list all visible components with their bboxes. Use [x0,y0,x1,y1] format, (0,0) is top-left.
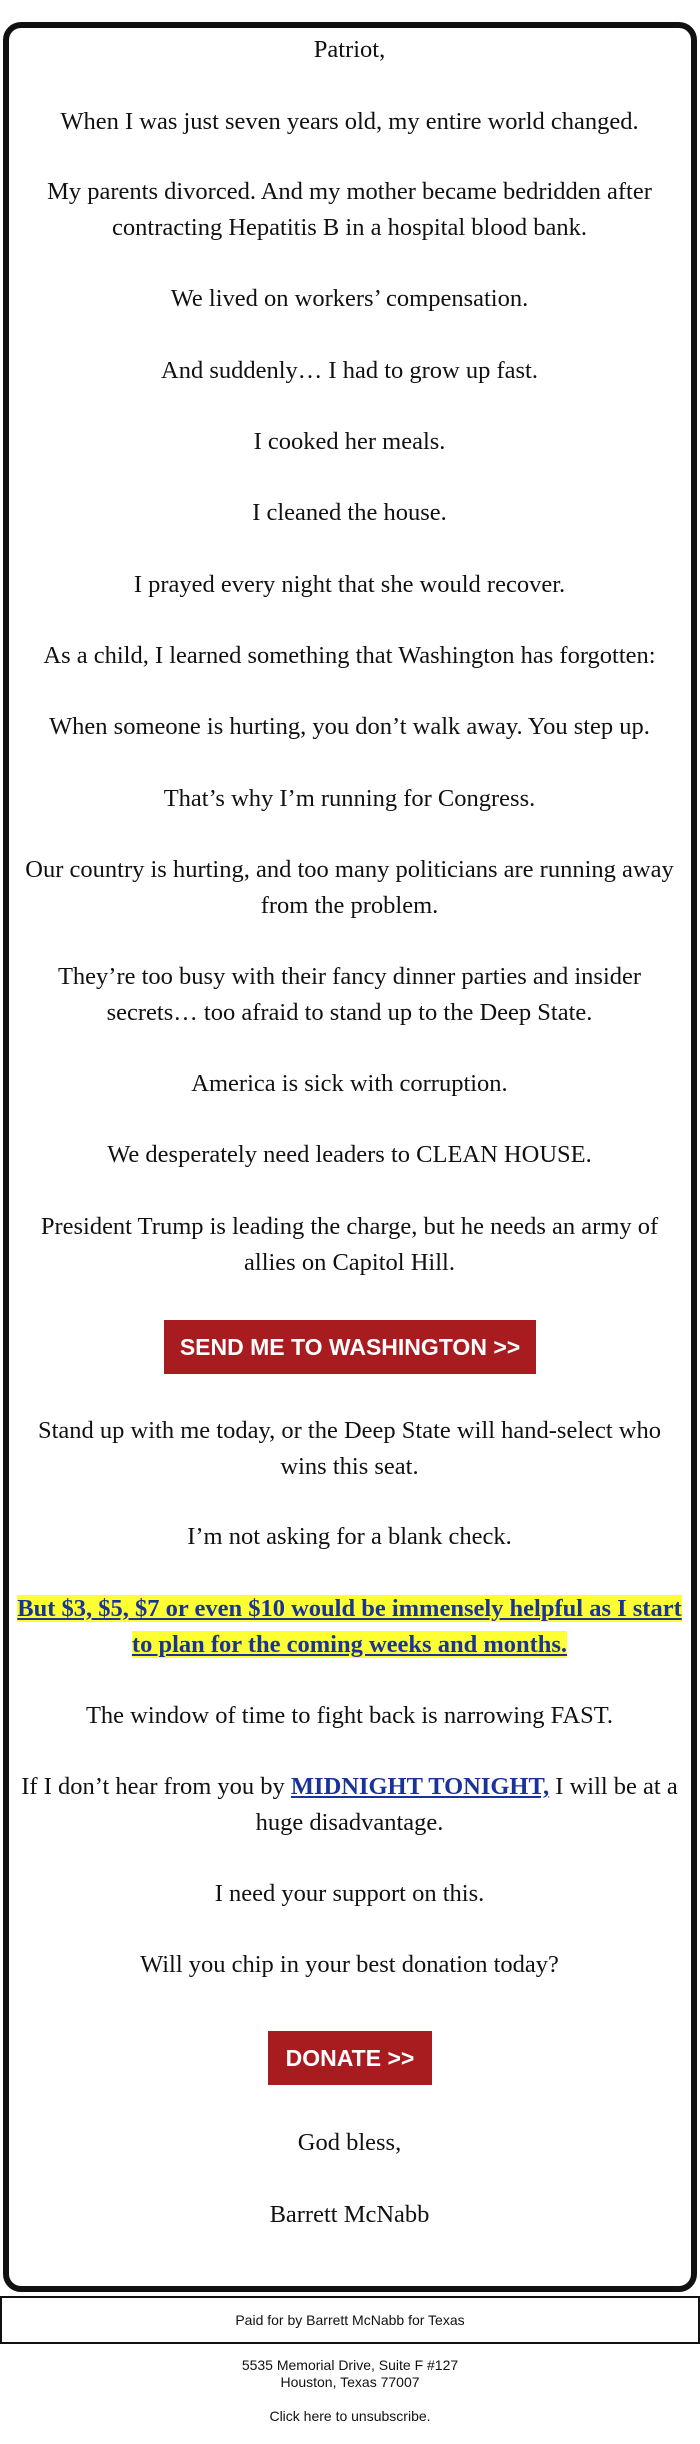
highlighted-donation-link[interactable]: But $3, $5, $7 or even $10 would be immensely helpful as I start to plan for the coming weeks and months. [17,1595,682,1658]
paragraph-17: I’m not asking for a blank check. [187,1523,512,1550]
paragraph-15: President Trump is leading the charge, but he needs an army of allies on Capitol Hill. [40,1213,659,1276]
paragraph-2: My parents divorced. And my mother became bedridden after contracting Hepatitis B in a hospital blood bank. [47,178,652,241]
address-line-1: 5535 Memorial Drive, Suite F #127 [241,2357,459,2373]
greeting: Patriot, [313,36,386,63]
deadline-text-before: If I don’t hear from you by [21,1773,291,1800]
paragraph-1: When I was just seven years old, my entire world changed. [60,108,639,135]
donate-button[interactable] [268,2031,432,2085]
paragraph-21: Will you chip in your best donation today? [140,1951,559,1978]
donation-ask[interactable] [17,1591,682,1663]
paragraph-16: Stand up with me today, or the Deep State will hand-select who wins this seat. [37,1417,661,1480]
signature: Barrett McNabb [269,2201,430,2228]
paragraph-4: And suddenly… I had to grow up fast. [161,357,538,384]
paragraph-19 [17,1769,682,1841]
paragraph-7: I prayed every night that she would recover. [133,571,566,598]
paragraph-11: Our country is hurting, and too many politicians are running away from the problem. [25,856,674,919]
paragraph-5: I cooked her meals. [253,428,446,455]
paragraph-9: When someone is hurting, you don’t walk away. You step up. [49,713,650,740]
paragraph-14: We desperately need leaders to CLEAN HOUSE. [107,1141,592,1168]
paragraph-12: They’re too busy with their fancy dinner parties and insider secrets… too afraid to stand up to the Deep State. [57,963,642,1026]
send-me-to-washington-button[interactable] [164,1320,536,1374]
send-button-label: SEND ME TO WASHINGTON >> [179,1334,521,1360]
paid-for-disclaimer [0,2296,700,2344]
address-line-2: Houston, Texas 77007 [280,2374,420,2390]
paragraph-8: As a child, I learned something that Washington has forgotten: [43,642,656,669]
paragraph-13: America is sick with corruption. [191,1070,508,1097]
deadline-text-after: I will be at a huge disadvantage. [255,1773,678,1836]
paragraph-18: The window of time to fight back is narrowing FAST. [85,1702,614,1729]
donate-button-label: DONATE >> [285,2045,415,2071]
paragraph-6: I cleaned the house. [252,499,447,526]
paid-for-text: Paid for by Barrett McNabb for Texas [235,2312,465,2328]
midnight-tonight-link[interactable]: MIDNIGHT TONIGHT, [290,1773,550,1800]
paragraph-20: I need your support on this. [214,1880,485,1907]
unsubscribe-link[interactable]: Click here to unsubscribe. [269,2408,431,2424]
paragraph-10: That’s why I’m running for Congress. [163,785,536,812]
email-card [3,22,697,2292]
signoff: God bless, [297,2129,402,2156]
paragraph-3: We lived on workers’ compensation. [170,285,529,312]
